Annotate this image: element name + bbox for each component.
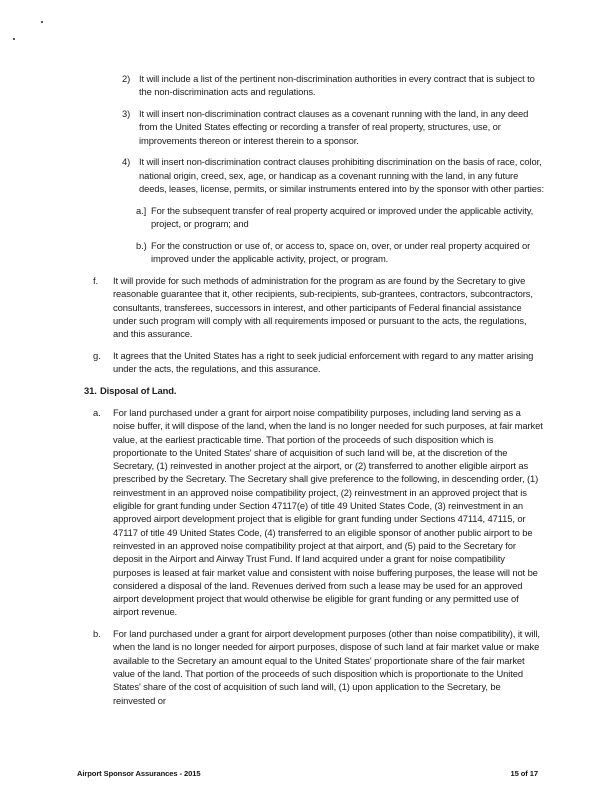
list-marker: a. <box>93 406 101 418</box>
list-item <box>136 239 552 266</box>
list-item <box>122 155 552 195</box>
document-body <box>84 72 552 715</box>
list-item-text: For the subsequent transfer of real property acquired or improved under the applicable activity, project, or program; and <box>151 204 534 230</box>
list-item <box>93 627 552 707</box>
list-item-text: It will insert non-discrimination contract clauses prohibiting discrimination on the basis of race, color, national origin, creed, sex, age, or handicap as a covenant running with the land, in any future deeds, leases, license, permits, or similar instruments entered into by the sponsor with other parties: <box>139 156 544 195</box>
list-item-text: For land purchased under a grant for airport noise compatibility purposes, including land serving as a noise buffer, it will dispose of the land, when the land is no longer needed for such purposes, at fair market value, at the earliest practicable time. That portion of the proceeds of such disposition which is proportionate to the United States' share of acquisition of such land will be, at the discretion of the Secretary, (1) reinvested in another project at the airport, or (2) transferred to another eligible airport as prescribed by the Secretary. The Secretary shall give preference to the following, in descending order, (1) reinvestment in an approved noise compatibility project, (2) reinvestment in an approved project that is eligible for grant funding under Section 47117(e) of title 49 United States Code, (3) reinvestment in an approved airport development project that is eligible for grant funding under Sections 47114, 47115, or 47117 of title 49 United States Code, (4) transferred to an eligible sponsor of another public airport to be reinvested in an approved noise compatibility project at that airport, and (5) paid to the Secretary for deposit in the Airport and Airway Trust Fund. If land acquired under a grant for noise compatibility purposes is leased at fair market value and consistent with noise buffering purposes, the lease will not be considered a disposal of the land. Revenues derived from such a lease may be used for an approved airport development project that would otherwise be eligible for grant funding or any permitted use of airport revenue. <box>113 406 543 618</box>
list-item-text: For land purchased under a grant for airport development purposes (other than noise compatibility), it will, when the land is no longer needed for airport purposes, dispose of such land at fair market value or make available to the Secretary an amount equal to the United States' proportionate share of the fair market value of the land. That portion of the proceeds of such disposition which is proportionate to the United States' share of the cost of acquisition of such land will, (1) upon application to the Secretary, be reinvested or <box>113 628 540 706</box>
scan-speck <box>41 21 43 23</box>
list-item <box>93 349 552 376</box>
list-marker: 2) <box>122 73 131 84</box>
list-item-text: Disposal of Land. <box>100 385 177 397</box>
list-item <box>93 274 552 340</box>
list-item-text: For the construction or use of, or access to, space on, over, or under real property acquired or improved under the applicable activity, project, or program. <box>151 239 531 265</box>
list-item <box>122 72 552 99</box>
list-marker: b. <box>93 628 101 640</box>
page-footer <box>77 769 538 778</box>
list-item-text: It agrees that the United States has a right to seek judicial enforcement with regard to any matter arising under the acts, the regulations, and this assurance. <box>113 350 534 375</box>
footer-document-title: Airport Sponsor Assurances - 2015 <box>77 769 201 778</box>
list-marker: a.] <box>136 204 147 216</box>
list-marker: b.) <box>136 239 147 251</box>
list-item-text: It will insert non-discrimination contract clauses as a covenant running with the land, in any deed from the United States effecting or recording a transfer of real property, structures, use, or improvements thereon or interest therein to a sponsor. <box>139 108 529 146</box>
list-item-text: It will provide for such methods of administration for the program as are found by the Secretary to give reasonable guarantee that it, other recipients, sub-recipients, sub-grantees, contractors, subcontractors, consultants, transferees, successors in interest, and other participants of Federal financial assistance under such program will comply with all requirements imposed or pursuant to the acts, the regulations, and this assurance. <box>113 275 533 340</box>
scan-speck <box>13 38 15 40</box>
list-marker: f. <box>93 275 99 287</box>
list-marker: 3) <box>122 108 131 120</box>
list-marker: g. <box>93 350 101 362</box>
list-marker: 4) <box>122 156 131 168</box>
list-marker: 31. <box>84 385 97 397</box>
list-item-text: It will include a list of the pertinent non-discrimination authorities in every contract that is subject to the non-discrimination acts and regulations. <box>139 73 535 98</box>
list-item <box>84 384 552 397</box>
footer-page-number: 15 of 17 <box>510 769 538 778</box>
list-item <box>93 406 552 619</box>
list-item <box>122 107 552 147</box>
list-item <box>136 204 552 231</box>
